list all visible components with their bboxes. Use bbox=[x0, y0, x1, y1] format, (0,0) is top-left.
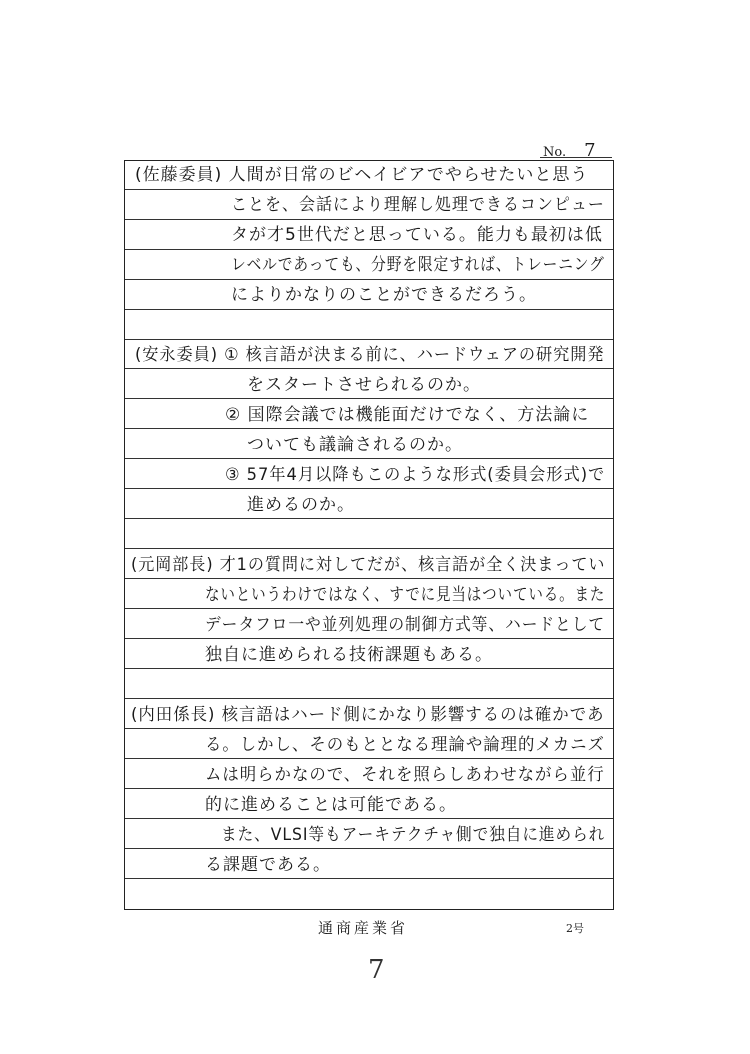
handwritten-line: 独自に進められる技術課題もある。 bbox=[205, 645, 493, 665]
ruled-line bbox=[125, 578, 613, 579]
ruled-line bbox=[125, 458, 613, 459]
handwritten-line: (安永委員) ① 核言語が決まる前に、ハードウェアの研究開発 bbox=[135, 345, 605, 365]
handwritten-line: によりかなりのことができるだろう。 bbox=[231, 285, 537, 305]
handwritten-line: 進めるのか。 bbox=[247, 495, 355, 515]
ruled-line bbox=[125, 219, 613, 220]
ruled-line bbox=[125, 548, 613, 549]
handwritten-line: データフロ一や並列処理の制御方式等、ハードとして bbox=[205, 615, 606, 635]
handwritten-line: ことを、会話により理解し処理できるコンピュー bbox=[231, 195, 605, 215]
ruled-line bbox=[125, 309, 613, 310]
handwritten-line: (佐藤委員) 人間が日常のビヘイビアでやらせたいと思う bbox=[135, 165, 589, 185]
handwritten-line: ないというわけではなく、すでに見当はついている。また bbox=[205, 585, 606, 605]
handwritten-line: る課題である。 bbox=[205, 855, 331, 875]
ruled-line bbox=[125, 189, 613, 190]
handwritten-line: 的に進めることは可能である。 bbox=[205, 795, 457, 815]
handwritten-line: ついても議論されるのか。 bbox=[247, 435, 463, 455]
ruled-line bbox=[125, 638, 613, 639]
page-number-label: No. bbox=[543, 145, 567, 160]
ruled-line bbox=[125, 788, 613, 789]
handwritten-line: (内田係長) 核言語はハード側にかなり影響するのは確かであ bbox=[131, 705, 605, 725]
form-number: 2号 bbox=[566, 922, 584, 935]
page-number-underline bbox=[540, 157, 612, 158]
handwritten-line: (元岡部長) 才1の質問に対してだが、核言語が全く決まってい bbox=[131, 555, 606, 575]
ruled-line bbox=[125, 339, 613, 340]
ruled-line bbox=[125, 428, 613, 429]
ruled-line bbox=[125, 518, 613, 519]
handwritten-line: レベルであっても、分野を限定すれば、トレーニング bbox=[231, 255, 605, 275]
handwritten-line: ムは明らかなので、それを照らしあわせながら並行 bbox=[205, 765, 605, 785]
handwritten-line: る。しかし、そのもととなる理論や論理的メカニズ bbox=[205, 735, 605, 755]
page-footer-number: 7 bbox=[368, 955, 385, 985]
ruled-line bbox=[125, 878, 613, 879]
ruled-line bbox=[125, 698, 613, 699]
ruled-line bbox=[125, 848, 613, 849]
handwritten-line: タが才5世代だと思っている。能力も最初は低 bbox=[231, 225, 603, 245]
handwritten-line: ② 国際会議では機能面だけでなく、方法論に bbox=[225, 405, 590, 425]
handwritten-line: また、VLSI等もアーキテクチャ側で独自に進められ bbox=[221, 825, 606, 845]
page-number-value: 7 bbox=[584, 140, 596, 161]
ruled-line bbox=[125, 608, 613, 609]
handwritten-line: ③ 57年4月以降もこのような形式(委員会形式)で bbox=[225, 465, 606, 485]
ministry-footer: 通商産業省 bbox=[318, 919, 409, 937]
ruled-line bbox=[125, 249, 613, 250]
handwritten-line: をスタートさせられるのか。 bbox=[247, 375, 481, 395]
ruled-line bbox=[125, 398, 613, 399]
ruled-line bbox=[125, 668, 613, 669]
ruled-line bbox=[125, 758, 613, 759]
ruled-line bbox=[125, 279, 613, 280]
ruled-minutes-sheet bbox=[124, 160, 614, 910]
ruled-line bbox=[125, 368, 613, 369]
ruled-line bbox=[125, 818, 613, 819]
ruled-line bbox=[125, 728, 613, 729]
ruled-line bbox=[125, 488, 613, 489]
